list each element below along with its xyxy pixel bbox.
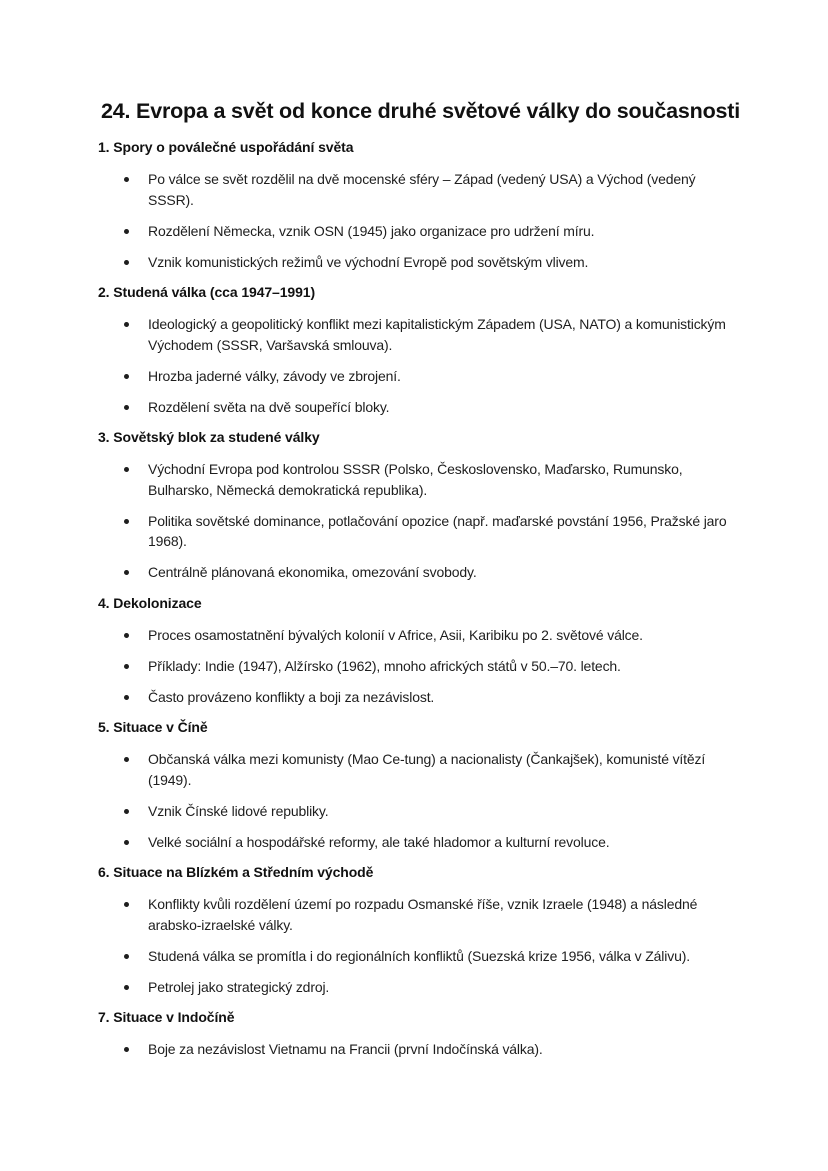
list-item [98,977,738,998]
section-heading: 2. Studená válka (cca 1947–1991) [98,284,316,300]
bullet-list [98,314,738,417]
bullet-icon [124,664,129,669]
bullet-icon [124,570,129,575]
list-item-text: Petrolej jako strategický zdroj. [148,978,330,995]
bullet-icon [124,902,129,907]
section-indochina [98,1007,738,1060]
bullet-list [98,459,738,583]
bullet-icon [124,519,129,524]
list-item-text: Konflikty kvůli rozdělení území po rozpadu Osmanské říše, vznik Izraele (1948) a následné arabsko-izraelské války. [148,896,698,933]
list-item-text: Centrálně plánovaná ekonomika, omezování svobody. [148,564,477,580]
bullet-icon [124,633,129,638]
list-item-text: Občanská válka mezi komunisty (Mao Ce-tung) a nacionalisty (Čankajšek), komunisté vítězí (1949). [148,751,706,788]
list-item-text: Hrozba jaderné války, závody ve zbrojení. [148,367,401,384]
list-item [98,801,738,822]
section-decolonization [98,593,738,708]
list-item [98,511,738,552]
bullet-icon [124,954,129,959]
list-item [98,946,738,967]
list-item-text: Ideologický a geopolitický konflikt mezi kapitalistickým Západem (USA, NATO) a komunistickým Východem (SSSR, Varšavská smlouva). [148,316,726,353]
section-china [98,717,738,852]
section-cold-war [98,282,738,417]
list-item-text: Studená válka se promítla i do regionálních konfliktů (Suezská krize 1956, válka v Zálivu). [148,947,690,964]
list-item [98,221,738,242]
list-item [98,687,738,708]
document-page [98,97,741,1060]
bullet-icon [124,985,129,990]
bullet-list [98,625,738,708]
list-item-text: Vznik Čínské lidové republiky. [148,802,329,819]
bullet-icon [124,467,129,472]
list-item [98,656,738,677]
section-heading: 5. Situace v Číně [98,719,208,735]
list-item [98,832,738,853]
section-postwar-order [98,137,738,272]
bullet-list [98,749,738,852]
bullet-icon [124,229,129,234]
list-item-text: Proces osamostatnění bývalých kolonií v Africe, Asii, Karibiku po 2. světové válce. [148,626,643,643]
list-item [98,169,738,210]
list-item [98,625,738,646]
list-item-text: Příklady: Indie (1947), Alžírsko (1962), mnoho afrických států v 50.–70. letech. [148,657,621,674]
bullet-icon [124,405,129,410]
section-heading: 6. Situace na Blízkém a Středním východě [98,864,374,880]
list-item-text: Velké sociální a hospodářské reformy, ale také hladomor a kulturní revoluce. [148,833,610,850]
list-item-text: Politika sovětské dominance, potlačování opozice (např. maďarské povstání 1956, Pražské jaro 1968). [148,512,727,549]
section-heading: 3. Sovětský blok za studené války [98,429,320,445]
bullet-icon [124,260,129,265]
list-item [98,252,738,273]
list-item-text: Často provázeno konflikty a boji za nezávislost. [148,688,435,705]
list-item [98,314,738,355]
bullet-icon [124,757,129,762]
section-middle-east [98,862,738,997]
list-item [98,397,738,418]
list-item [98,894,738,935]
bullet-list [98,169,738,272]
bullet-icon [124,695,129,700]
section-heading: 4. Dekolonizace [98,594,202,611]
bullet-icon [124,809,129,814]
bullet-list [98,894,738,997]
document-title: 24. Evropa a svět od konce druhé světové války do současnosti [101,99,741,123]
bullet-icon [124,322,129,327]
list-item [98,749,738,790]
list-item [98,1039,738,1060]
list-item-text: Po válce se svět rozdělil na dvě mocenské sféry – Západ (vedený USA) a Východ (vedený SSSR). [148,171,696,208]
bullet-icon [124,840,129,845]
list-item-text: Rozdělení světa na dvě soupeřící bloky. [148,398,390,415]
bullet-icon [124,177,129,182]
bullet-icon [124,374,129,379]
list-item-text: Vznik komunistických režimů ve východní Evropě pod sovětským vlivem. [148,253,589,270]
list-item [98,562,738,583]
list-item-text: Východní Evropa pod kontrolou SSSR (Polsko, Československo, Maďarsko, Rumunsko, Bulharsko, Německá demokratická republika). [148,461,683,498]
bullet-icon [124,1047,129,1052]
bullet-list [98,1039,738,1060]
list-item-text: Boje za nezávislost Vietnamu na Francii (první Indočínská válka). [148,1041,543,1057]
list-item [98,459,738,500]
list-item-text: Rozdělení Německa, vznik OSN (1945) jako organizace pro udržení míru. [148,222,595,239]
section-heading: 1. Spory o poválečné uspořádání světa [98,139,354,155]
section-soviet-bloc [98,427,738,583]
section-heading: 7. Situace v Indočíně [98,1009,235,1025]
list-item [98,366,738,387]
